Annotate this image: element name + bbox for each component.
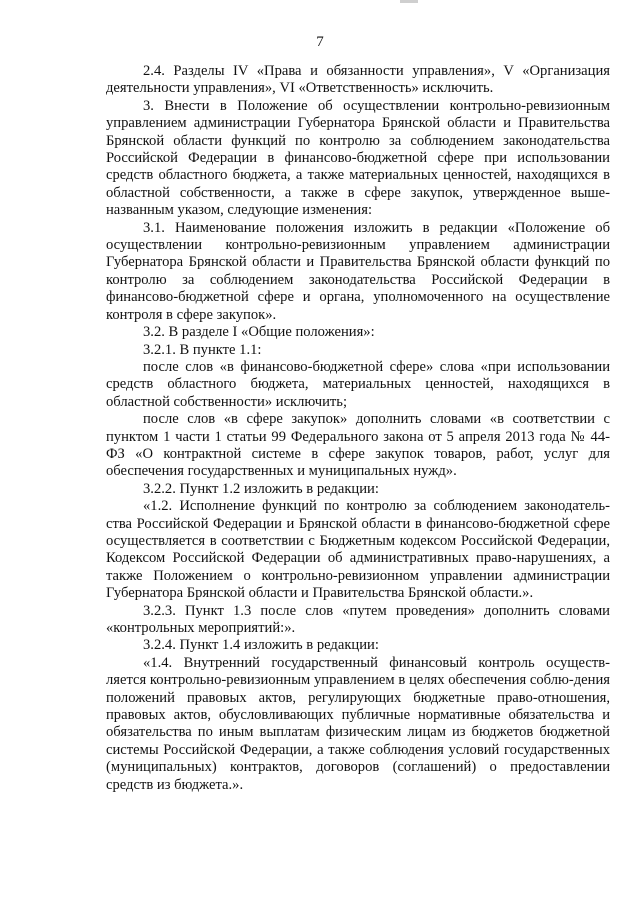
paragraph-3-2-1-b: после слов «в сфере закупок» дополнить словами «в соответствии с пунктом 1 части 1 статьи 99 Федерального закона от 5 апреля 2013 года № 44-ФЗ «О контрактной системе в сфере закупок товаров, работ, услуг для обеспечения государственных и муниципальных нужд».: [106, 411, 610, 480]
paragraph-3-2: 3.2. В разделе I «Общие положения»:: [143, 324, 375, 341]
paragraph-3-2-3: 3.2.3. Пункт 1.3 после слов «путем проведения» дополнить словами «контрольных мероприятий:».: [106, 602, 610, 636]
paragraph-3-2-4: 3.2.4. Пункт 1.4 изложить в редакции:: [143, 637, 379, 654]
paragraph-3: 3. Внести в Положение об осуществлении контрольно-ревизионным управлением администрации Губернатора Брянской области и Правительства Брянской области функций по контролю за соблюдением законодательства Российской Федерации в финансово-бюджетной сфере при использовании средств областного бюджета, а также материальных ценностей, находящихся в областной собственности, а также в сфере закупок, утвержденное выше-названным указом, следующие изменения:: [106, 97, 610, 219]
paragraph-3-2-1-a: после слов «в финансово-бюджетной сфере» слова «при использовании средств областного бюджета, материальных ценностей, находящихся в областной собственности» исключить;: [106, 358, 610, 410]
page-number: 7: [316, 34, 324, 50]
paragraph-3-2-1: 3.2.1. В пункте 1.1:: [143, 341, 262, 358]
paragraph-3-2-2: 3.2.2. Пункт 1.2 изложить в редакции:: [143, 480, 379, 497]
paragraph-1-2-quote: «1.2. Исполнение функций по контролю за соблюдением законодатель-ства Российской Федерации и Брянской области в финансово-бюджетной сфере осуществляется в соответствии с Бюджетным кодексом Российской Федерации, Кодексом Российской Федерации об административных право-нарушениях, а также Положением о контрольно-ревизионном управлении администрации Губернатора Брянской области и Правительства Брянской области.».: [106, 498, 610, 602]
document-body: [106, 63, 610, 794]
paragraph-3-1: 3.1. Наименование положения изложить в редакции «Положение об осуществлении контрольно-ревизионным управлением администрации Губернатора Брянской области и Правительства Брянской области функций по контролю за соблюдением законодательства Российской Федерации в финансово-бюджетной сфере и органа, уполномоченного на осуществление контроля в сфере закупок».: [106, 219, 610, 323]
paragraph-1-4-quote: «1.4. Внутренний государственный финансовый контроль осуществ-ляется контрольно-ревизионным управлением в целях обеспечения соблю-дения положений правовых актов, регулирующих бюджетные право-отношения, правовых актов, обусловливающих публичные нормативные обязательства и обязательства по иным выплатам физическим лицам из бюджетов бюджетной системы Российской Федерации, а также соблюдения условий государственных (муниципальных) контрактов, договоров (соглашений) о предоставлении средств из бюджета.».: [106, 654, 610, 793]
paragraph-2-4: 2.4. Разделы IV «Права и обязанности управления», V «Организация деятельности управления», VI «Ответственность» исключить.: [106, 63, 610, 97]
scan-artifact: [400, 0, 418, 3]
